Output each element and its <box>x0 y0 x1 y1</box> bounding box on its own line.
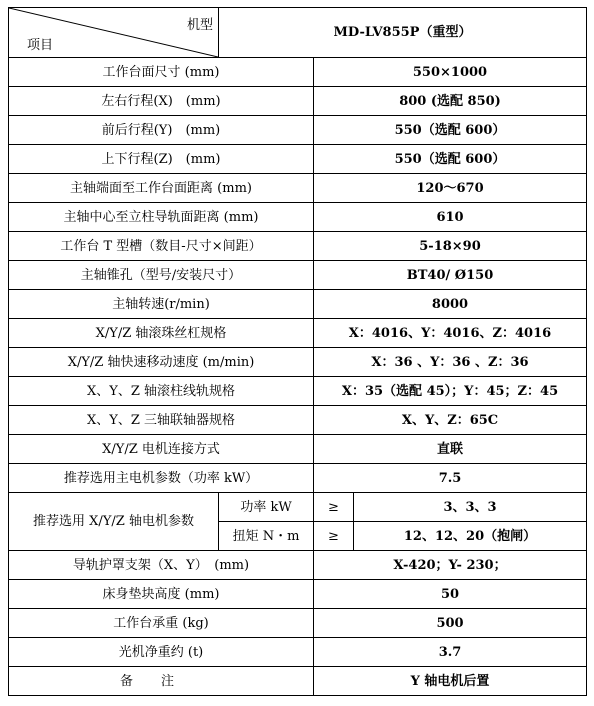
spec-row <box>9 638 587 667</box>
spec-label: 上下行程(Z) (mm) <box>9 145 314 174</box>
spec-value: 500 <box>314 609 587 638</box>
spec-label: 主轴中心至立柱导轨面距离 (mm) <box>9 203 314 232</box>
spec-label: X、Y、Z 三轴联轴器规格 <box>9 406 314 435</box>
motor-row <box>9 493 587 522</box>
spec-label: X/Y/Z 轴快速移动速度 (m/min) <box>9 348 314 377</box>
spec-row <box>9 203 587 232</box>
spec-label: 工作台面尺寸 (mm) <box>9 58 314 87</box>
spec-value: X：35（选配 45）；Y：45；Z：45 <box>314 377 587 406</box>
spec-row <box>9 348 587 377</box>
motor-sub-operator: ≥ <box>314 493 354 522</box>
spec-row <box>9 435 587 464</box>
spec-row <box>9 261 587 290</box>
motor-sub-operator: ≥ <box>314 522 354 551</box>
header-row <box>9 8 587 58</box>
spec-value: X-420；Y- 230； <box>314 551 587 580</box>
spec-label: 前后行程(Y) (mm) <box>9 116 314 145</box>
remark-label: 备注 <box>9 667 314 696</box>
model-name: MD-LV855P（重型） <box>219 8 587 58</box>
remark-row <box>9 667 587 696</box>
spec-row <box>9 319 587 348</box>
spec-row <box>9 551 587 580</box>
spec-row <box>9 58 587 87</box>
spec-value: 610 <box>314 203 587 232</box>
item-header-label: 项目 <box>27 38 54 53</box>
motor-sub-name: 扭矩 N・m <box>219 522 314 551</box>
spec-label: 主轴端面至工作台面距离 (mm) <box>9 174 314 203</box>
spec-value: 5-18×90 <box>314 232 587 261</box>
model-header-label: 机型 <box>187 18 214 33</box>
spec-value: 3.7 <box>314 638 587 667</box>
spec-label: 光机净重约 (t) <box>9 638 314 667</box>
spec-label: 工作台承重 (kg) <box>9 609 314 638</box>
spec-row <box>9 87 587 116</box>
spec-label: X/Y/Z 轴滚珠丝杠规格 <box>9 319 314 348</box>
spec-label: 推荐选用主电机参数（功率 kW） <box>9 464 314 493</box>
spec-label: 左右行程(X) (mm) <box>9 87 314 116</box>
spec-row <box>9 232 587 261</box>
spec-value: 550（选配 600） <box>314 116 587 145</box>
spec-row <box>9 290 587 319</box>
spec-value: 8000 <box>314 290 587 319</box>
spec-value: X：36 、Y：36 、Z：36 <box>314 348 587 377</box>
spec-row <box>9 464 587 493</box>
spec-row <box>9 174 587 203</box>
spec-table <box>8 7 587 696</box>
spec-value: 50 <box>314 580 587 609</box>
motor-label: 推荐选用 X/Y/Z 轴电机参数 <box>9 493 219 551</box>
spec-label: 导轨护罩支架（X、Y） (mm) <box>9 551 314 580</box>
spec-row <box>9 377 587 406</box>
spec-value: 800 (选配 850) <box>314 87 587 116</box>
spec-value: 550×1000 <box>314 58 587 87</box>
header-diagonal-cell <box>9 8 219 58</box>
spec-value: X、Y、Z：65C <box>314 406 587 435</box>
spec-row <box>9 116 587 145</box>
spec-label: 主轴锥孔（型号/安装尺寸） <box>9 261 314 290</box>
motor-sub-value: 12、12、20（抱闸） <box>354 522 587 551</box>
spec-label: 工作台 T 型槽（数目-尺寸×间距） <box>9 232 314 261</box>
spec-value: X：4016、Y：4016、Z：4016 <box>314 319 587 348</box>
spec-value: BT40/ Ø150 <box>314 261 587 290</box>
spec-value: 7.5 <box>314 464 587 493</box>
spec-label: 床身垫块高度 (mm) <box>9 580 314 609</box>
spec-row <box>9 580 587 609</box>
spec-row <box>9 406 587 435</box>
remark-value: Y 轴电机后置 <box>314 667 587 696</box>
spec-value: 直联 <box>314 435 587 464</box>
spec-label: X、Y、Z 轴滚柱线轨规格 <box>9 377 314 406</box>
motor-sub-value: 3、3、3 <box>354 493 587 522</box>
spec-label: 主轴转速(r/min) <box>9 290 314 319</box>
spec-value: 550（选配 600） <box>314 145 587 174</box>
spec-row <box>9 609 587 638</box>
spec-label: X/Y/Z 电机连接方式 <box>9 435 314 464</box>
motor-sub-name: 功率 kW <box>219 493 314 522</box>
spec-row <box>9 145 587 174</box>
spec-value: 120～670 <box>314 174 587 203</box>
